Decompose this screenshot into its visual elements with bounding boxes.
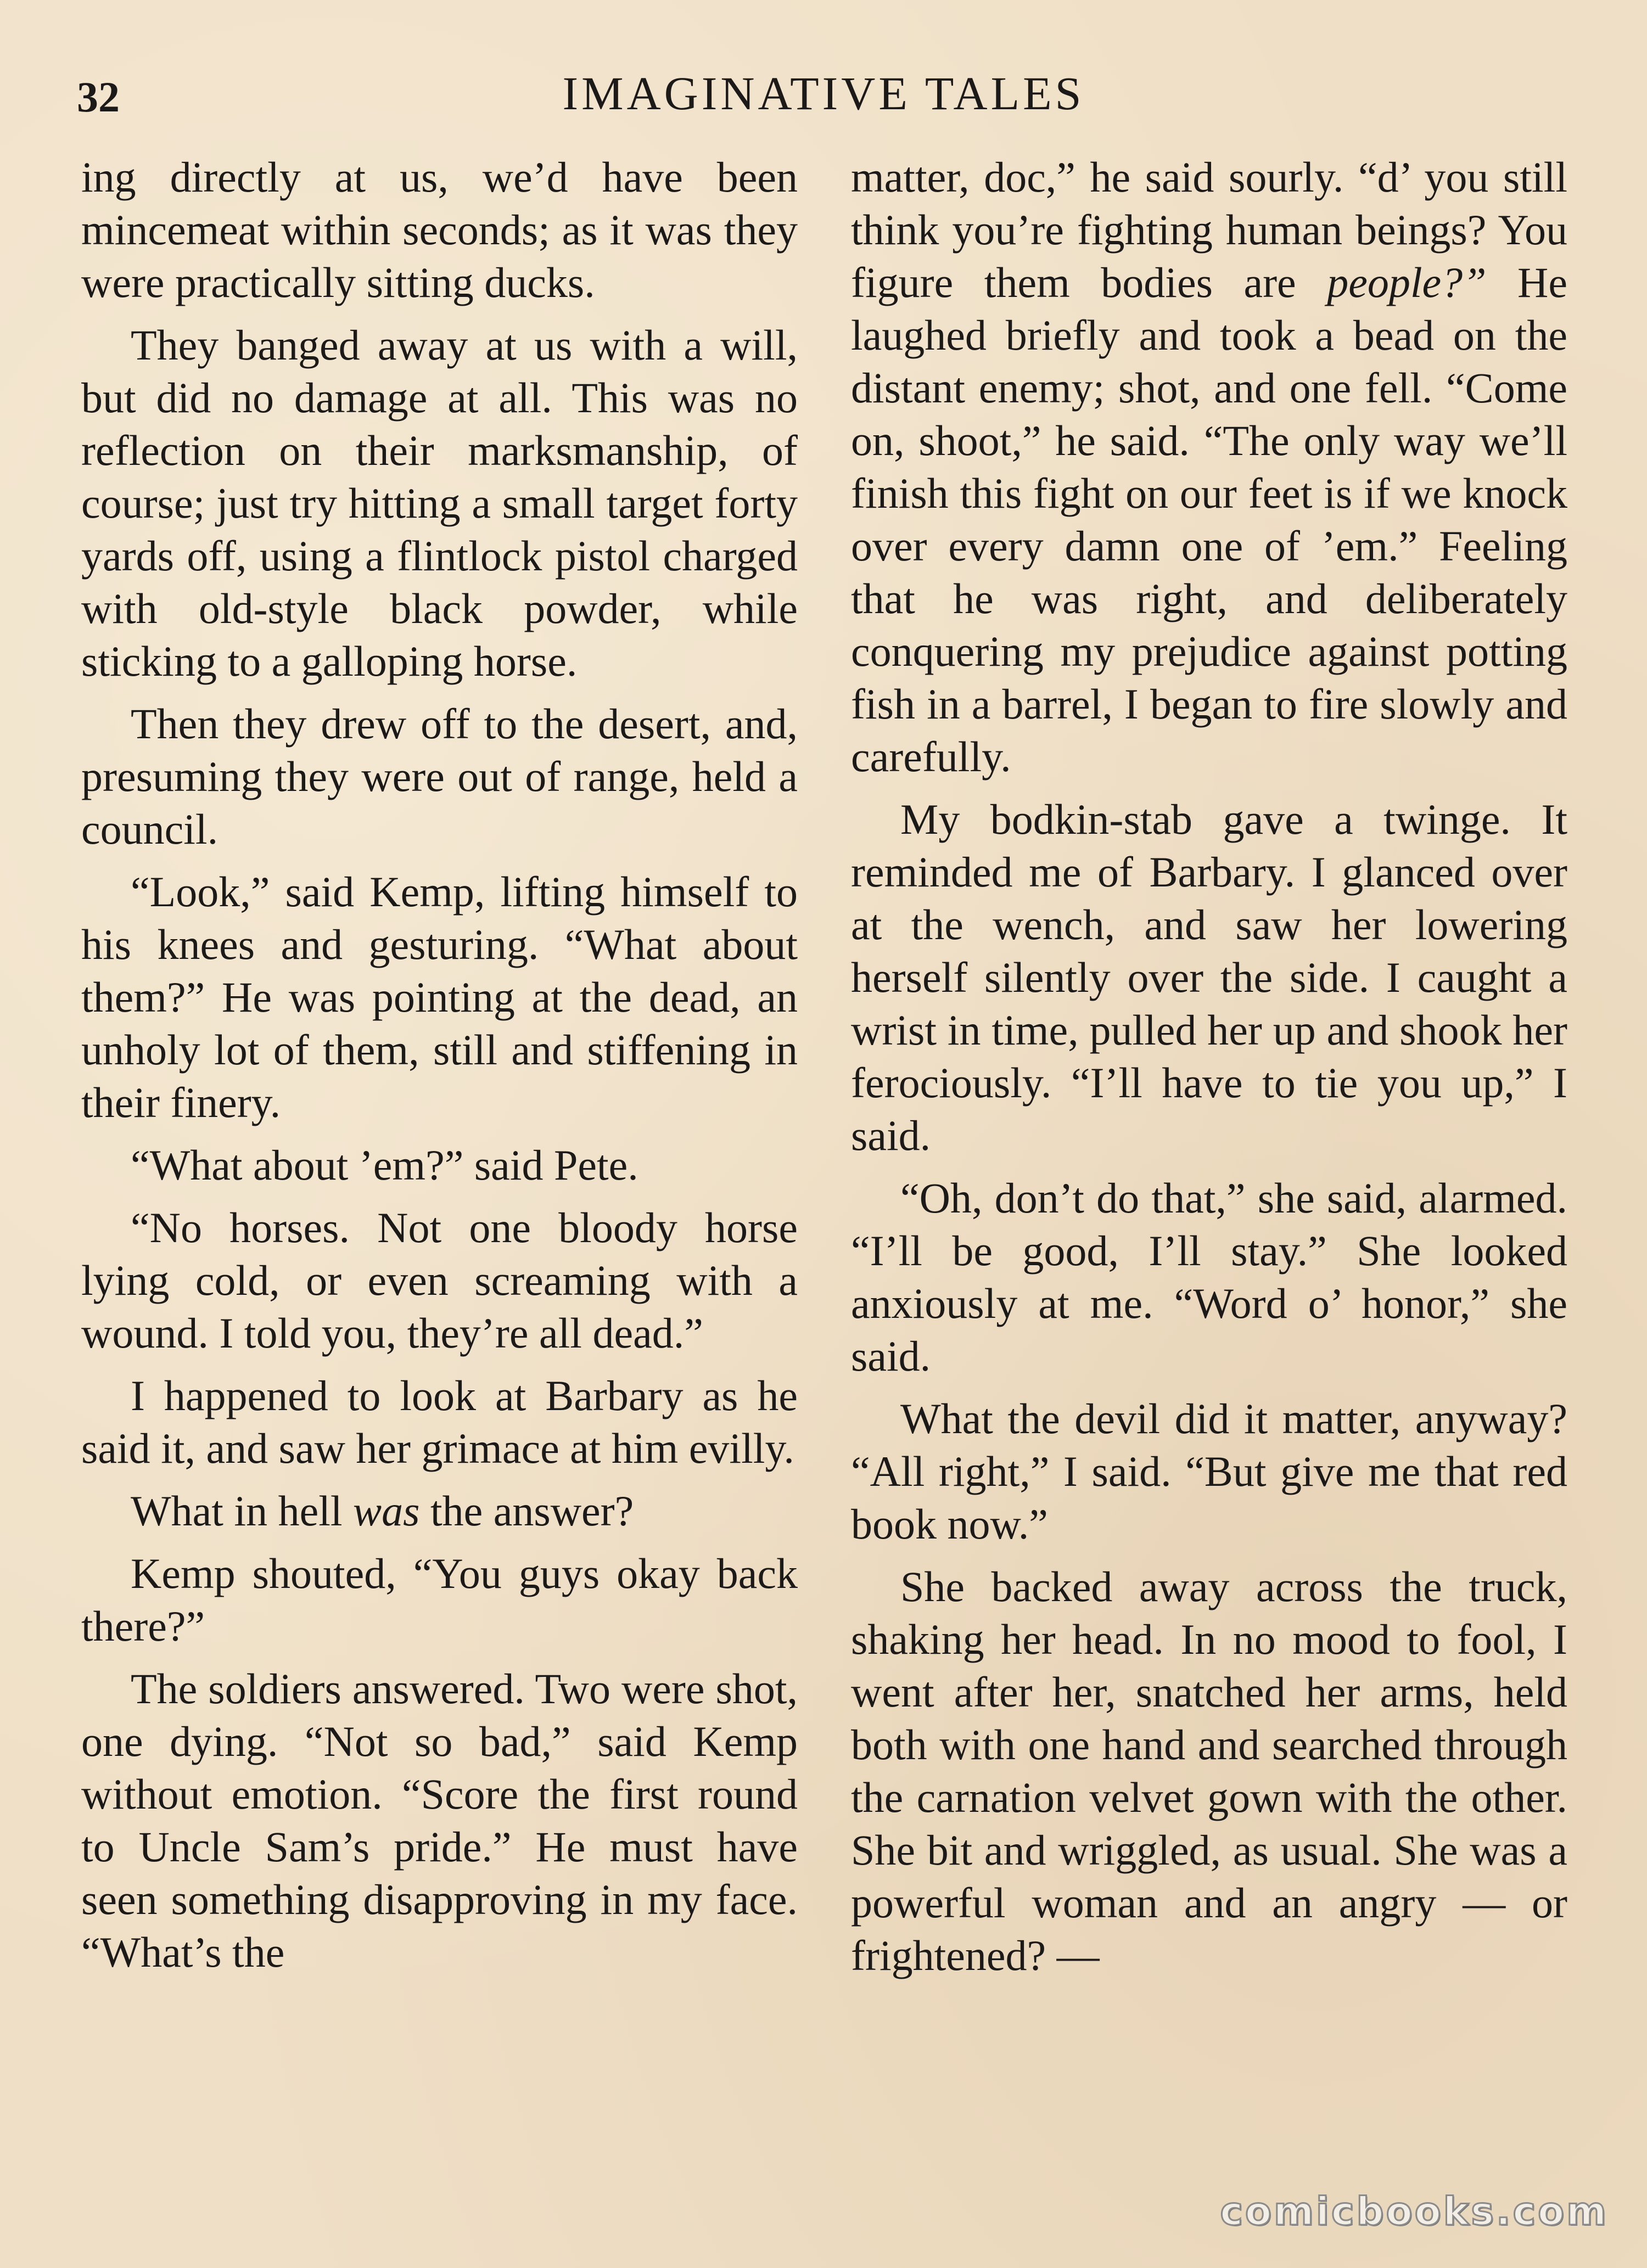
paragraph: They banged away at us with a will, but did no damage at all. This was no reflection on their marksmanship, of course; just try hitting a small target forty yards off, using a flintlock pistol charged with old-style black powder, while sticking to a galloping horse. xyxy=(81,321,798,685)
paragraph: What the devil did it matter, anyway? “All right,” I said. “But give me that red book now.” xyxy=(851,1395,1567,1548)
paragraph: “Oh, don’t do that,” she said, alarmed. “I’ll be good, I’ll stay.” She looked anxiously at me. “Word o’ honor,” she said. xyxy=(851,1174,1567,1380)
watermark: comicbooks.com xyxy=(1220,2189,1609,2234)
paragraph xyxy=(81,1485,798,1537)
text-run: the answer? xyxy=(419,1487,634,1535)
running-title: IMAGINATIVE TALES xyxy=(562,67,1085,120)
paragraph: I happened to look at Barbary as he said it, and saw her grimace at him evilly. xyxy=(81,1372,798,1472)
right-column xyxy=(851,151,1567,1982)
emphasis: was xyxy=(353,1487,420,1535)
text-run: What in hell xyxy=(131,1487,354,1535)
paragraph: “Look,” said Kemp, lifting himself to his knees and gesturing. “What about them?” He was pointing at the dead, an unholy lot of them, still and stiffening in their finery. xyxy=(81,868,798,1126)
paragraph xyxy=(851,151,1567,783)
paragraph: “No horses. Not one bloody horse lying cold, or even screaming with a wound. I told you, they’re all dead.” xyxy=(81,1204,798,1357)
paragraph: She backed away across the truck, shaking her head. In no mood to fool, I went after her, snatched her arms, held both with one hand and searched through the carnation velvet gown with the other. She bit and wriggled, as usual. She was a powerful woman and an angry — or frightened? — xyxy=(851,1563,1567,1979)
paragraph: Then they drew off to the desert, and, presuming they were out of range, held a council. xyxy=(81,700,798,853)
text-run: matter, doc,” he said sourly. “d’ you still think you’re fighting human beings? You figure them bodies are xyxy=(851,153,1567,306)
paragraph: ing directly at us, we’d have been mincemeat within seconds; as it was they were practically sitting ducks. xyxy=(81,153,798,306)
paragraph: Kemp shouted, “You guys okay back there?” xyxy=(81,1550,798,1650)
paragraph: My bodkin-stab gave a twinge. It reminded me of Barbary. I glanced over at the wench, and saw her lowering herself silently over the side. I caught a wrist in time, pulled her up and shook her ferociously. “I’ll have to tie you up,” I said. xyxy=(851,795,1567,1159)
text-run: He laughed briefly and took a bead on the distant enemy; shot, and one fell. “Come on, shoot,” he said. “The only way we’ll finish this fight on our feet is if we knock over every damn one of ’em.” Feeling that he was right, and deliberately conquering my prejudice against potting fish in a barrel, I began to fire slowly and carefully. xyxy=(851,259,1568,781)
page-header xyxy=(77,66,1570,126)
page-number: 32 xyxy=(77,73,120,121)
left-column xyxy=(81,151,798,1989)
paragraph: “What about ’em?” said Pete. xyxy=(131,1141,638,1189)
emphasis: people?” xyxy=(1327,259,1487,306)
paragraph: The soldiers answered. Two were shot, one dying. “Not so bad,” said Kemp without emotion. “Score the first round to Uncle Sam’s pride.” He must have seen something disapproving in my face. “What’s the xyxy=(81,1665,798,1976)
